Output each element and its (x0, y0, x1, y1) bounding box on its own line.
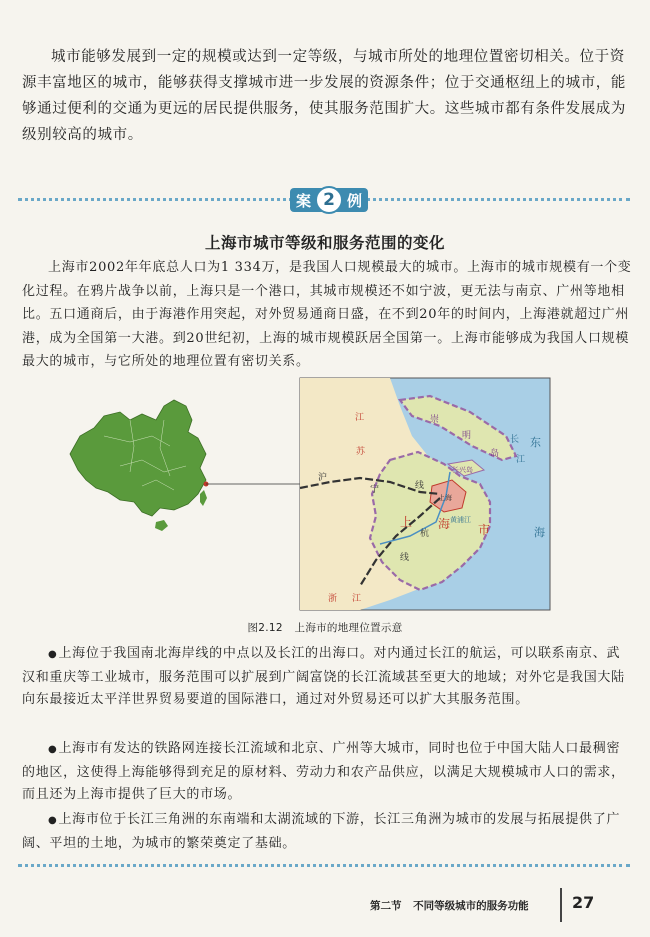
map-label-zhe: 浙 (328, 594, 338, 604)
map-label-sea: 海 (534, 526, 545, 539)
map-label-hai: 海 (438, 517, 451, 531)
map-figure (60, 376, 560, 616)
figure-caption-text: 上海市的地理位置示意 (294, 622, 403, 634)
map-label-jiangsu-jiang: 江 (355, 413, 365, 423)
map-label-ning: 宁 (370, 485, 380, 495)
case-body: 上海市2002年年底总人口为1 334万，是我国人口规模最大的城市。上海市的城市规模有一个变化过程。在鸦片战争以前，上海只是一个港口，其城市规模还不如宁波，更无法与南京、广州等地相比。五口通商后，由于海港作用突起，对外贸易通商日盛，在不到20年的时间内，上海港就超过广州港，成为全国第一大港。到20世纪初，上海的城市规模跃居全国第一。上海市能够成为我国人口规模最大的城市，与它所处的地理位置有密切关系。 (22, 260, 632, 369)
map-label-shanghai-center: 上海 (438, 494, 452, 502)
map-label-chong: 崇 (430, 415, 440, 425)
case-title: 上海市城市等级和服务范围的变化 (204, 234, 445, 252)
map-label-changjiang-chang: 长 (510, 435, 520, 445)
bullet-item-3: ● 上海市位于长江三角洲的东南端和太湖流域的下游，长江三角洲为城市的发展与拓展提供了广阔、平坦的土地，为城市的繁荣奠定了基础。 (22, 809, 632, 855)
footer-section-title: 不同等级城市的服务功能 (413, 900, 529, 912)
map-label-huangpu: 黄浦江 (450, 516, 471, 524)
intro-paragraph: 城市能够发展到一定的规模或达到一定等级，与城市所处的地理位置密切相关。位于资源丰富地区的城市，能够获得支撑城市进一步发展的资源条件；位于交通枢纽上的城市，能够通过便利的交通为更远的居民提供服务，使其服务范围扩大。这些城市都有条件发展成为级别较高的城市。 (22, 49, 626, 143)
case-label-left: 案 (295, 191, 311, 210)
map-label-east: 东 (530, 436, 541, 449)
map-label-jiangsu-su: 苏 (356, 447, 366, 457)
figure-number: 图2.12 (247, 622, 283, 634)
footer-section-number: 第二节 (370, 900, 402, 912)
taiwan-island-shape (200, 490, 207, 506)
map-label-xian: 线 (415, 481, 425, 491)
map-label-changxing: 长兴岛 (452, 466, 473, 474)
case-badge (273, 185, 385, 215)
figure-caption (0, 620, 650, 635)
bullet-item-1: ● 上海位于我国南北海岸线的中点以及长江的出海口。对内通过长江的航运，可以联系南京、武汉和重庆等工业城市，服务范围可以扩展到广阔富饶的长江流域甚至更大的地域；对外它是我国大陆向东最接近太平洋世界贸易要道的国际港口，通过对外贸易还可以扩大其服务范围。 (22, 643, 632, 712)
hainan-island-shape (155, 520, 168, 531)
footer-divider (560, 888, 562, 922)
map-label-dao: 岛 (490, 449, 500, 459)
case-number: 2 (315, 186, 343, 214)
case-pill (290, 188, 368, 212)
map-label-hang: 杭 (420, 529, 430, 539)
figure-shanghai-location (60, 376, 560, 616)
footer-section (370, 898, 529, 913)
bullet-item-2: ● 上海市有发达的铁路网连接长江流域和北京、广州等大城市，同时也位于中国大陆人口最稠密的地区，这使得上海能够得到充足的原材料、劳动力和农产品供应，以满足大规模城市人口的需求，而且还为上海市提供了巨大的市场。 (22, 738, 632, 807)
map-label-hu: 沪 (318, 473, 328, 483)
map-label-shi: 市 (478, 523, 491, 537)
divider-bottom (18, 864, 630, 867)
map-label-changjiang-jiang: 江 (516, 455, 526, 465)
map-label-zhejiang-jiang: 江 (352, 594, 362, 604)
map-label-ming: 明 (462, 431, 472, 441)
case-label-right: 例 (347, 191, 363, 210)
china-map-shape (70, 400, 206, 516)
page-number: 27 (572, 893, 595, 912)
map-label-xian2: 线 (400, 553, 410, 563)
map-label-shang: 上 (400, 515, 413, 529)
